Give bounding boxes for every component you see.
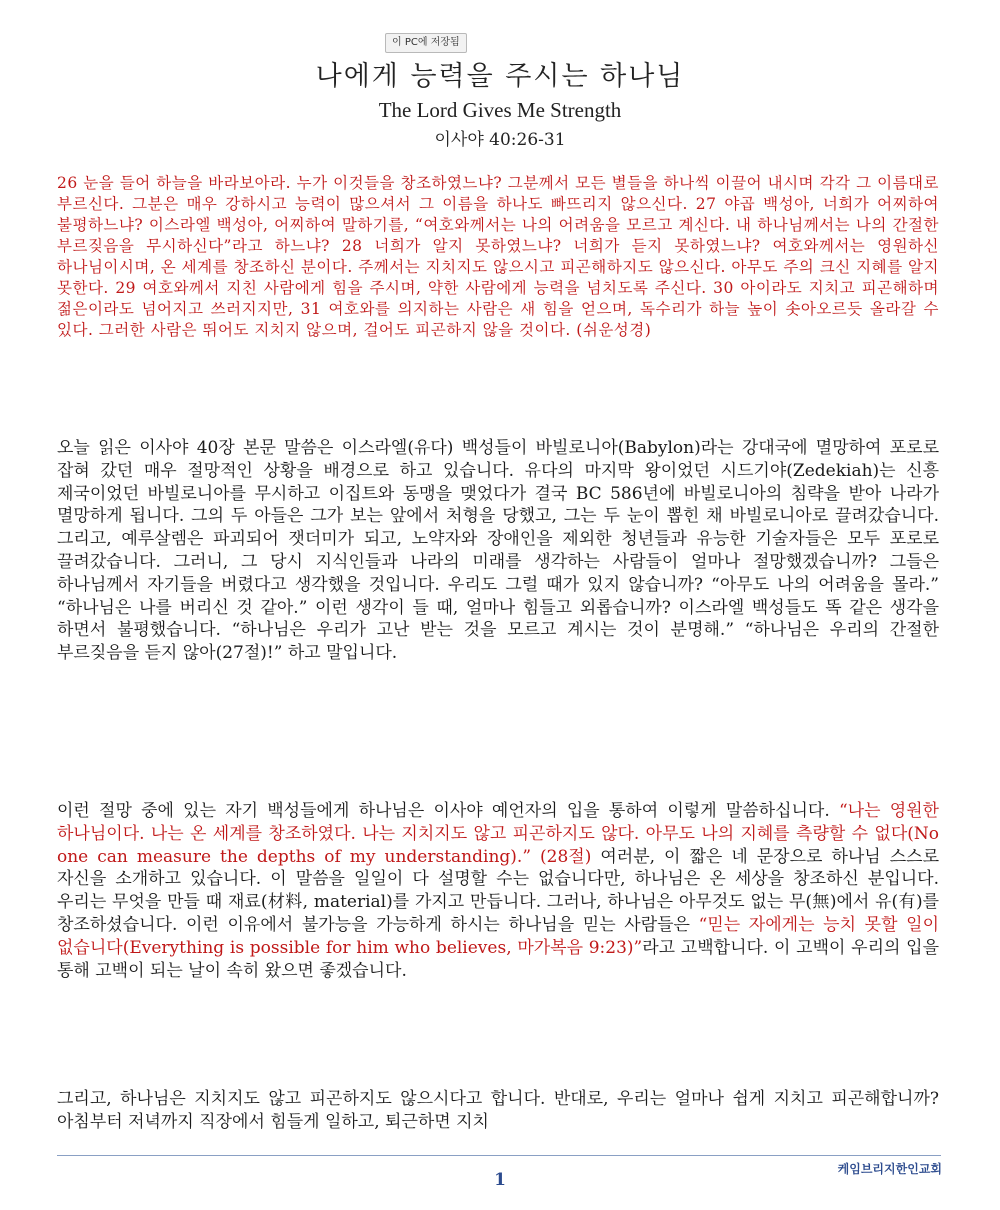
page-number: 1: [494, 1170, 506, 1190]
sermon-title: 나에게 능력을 주시는 하나님: [315, 61, 685, 92]
church-name: 케임브리지한인교회: [837, 1162, 942, 1176]
paragraph-2-text-1: 이런 절망 중에 있는 자기 백성들에게 하나님은 이사야 예언자의 입을 통하여 이렇게 말씀하십니다.: [57, 801, 839, 821]
paragraph-2: [57, 800, 939, 982]
paragraph-2-quote-1: “나는 영원한 하나님이다. 나는 온 세계를 창조하였다. 나는 지치지도 않고 피곤하지도 않다. 아무도 나의 지혜를 측량할 수 없다(No one can measure the depths of my understanding).” (28절): [57, 801, 939, 867]
paragraph-2-text-2: 여러분, 이 짧은 네 문장으로 하나님 스스로 자신을 소개하고 있습니다. 이 말씀을 일일이 다 설명할 수는 없습니다만, 하나님은 온 세상을 창조하신 분입니다. 우리는 무엇을 만들 때 재료(材料, material)를 가지고 만듭니다. 그러나, 하나님은 아무것도 없는 무(無)에서 유(有)를 창조하셨습니다. 이런 이유에서 불가능을 가능하게 하시는 하나님을 믿는 사람들은: [57, 846, 939, 935]
paragraph-2-quote-2: “믿는 자에게는 능치 못할 일이 없습니다(Everything is possible for him who believes, 마가복음 9:23)”: [57, 914, 939, 958]
sermon-subtitle: The Lord Gives Me Strength: [378, 98, 622, 122]
paragraph-1: 오늘 읽은 이사야 40장 본문 말씀은 이스라엘(유다) 백성들이 바빌로니아(Babylon)라는 강대국에 멸망하여 포로로 잡혀 갔던 매우 절망적인 상황을 배경으로 하고 있습니다. 유다의 마지막 왕이었던 시드기야(Zedekiah)는 신흥 제국이었던 바빌로니아를 무시하고 이집트와 동맹을 맺었다가 결국 BC 586년에 바빌로니아의 침략을 받아 나라가 멸망하게 됩니다. 그의 두 아들은 그가 보는 앞에서 처형을 당했고, 그는 두 눈이 뽑힌 채 바빌로니아로 끌려갔습니다. 그리고, 예루살렘은 파괴되어 잿더미가 되고, 노약자와 장애인을 제외한 청년들과 유능한 기술자들은 모두 포로로 끌려갔습니다. 그러니, 그 당시 지식인들과 나라의 미래를 생각하는 사람들이 얼마나 절망했겠습니까? 그들은 하나님께서 자기들을 버렸다고 생각했을 것입니다. 우리도 그럴 때가 있지 않습니까? “아무도 나의 어려움을 몰라.” “하나님은 나를 버리신 것 같아.” 이런 생각이 들 때, 얼마나 힘들고 외롭습니까? 이스라엘 백성들도 똑 같은 생각을 하면서 불평했습니다. “하나님은 우리가 고난 받는 것을 모르고 계시는 것이 분명해.” “하나님은 우리의 간절한 부르짖음을 듣지 않아(27절)!” 하고 말입니다.: [57, 438, 939, 664]
scripture-passage: 26 눈을 들어 하늘을 바라보아라. 누가 이것들을 창조하였느냐? 그분께서 모든 별들을 하나씩 이끌어 내시며 각각 그 이름대로 부르신다. 그분은 매우 강하시고 능력이 많으셔서 그 이름을 하나도 빠뜨리지 않으신다. 27 야곱 백성아, 너희가 어찌하여 불평하느냐? 이스라엘 백성아, 어찌하여 말하기를, “여호와께서는 나의 어려움을 모르고 계신다. 내 하나님께서는 나의 간절한 부르짖음을 무시하신다”라고 하느냐? 28 너희가 알지 못하였느냐? 너희가 듣지 못하였느냐? 여호와께서는 영원하신 하나님이시며, 온 세계를 창조하신 분이다. 주께서는 지치지도 않으시고 피곤해하지도 않으신다. 아무도 주의 크신 지혜를 알지 못한다. 29 여호와께서 지친 사람에게 힘을 주시며, 약한 사람에게 능력을 넘치도록 주신다. 30 아이라도 지치고 피곤해하며 젊은이라도 넘어지고 쓰러지지만, 31 여호와를 의지하는 사람은 새 힘을 얻으며, 독수리가 하늘 높이 솟아오르듯 올라갈 수 있다. 그러한 사람은 뛰어도 지치지 않으며, 걸어도 피곤하지 않을 것이다. (쉬운성경): [57, 174, 939, 339]
scripture-reference: 이사야 40:26-31: [434, 130, 566, 150]
paragraph-3: 그리고, 하나님은 지치지도 않고 피곤하지도 않으시다고 합니다. 반대로, 우리는 얼마나 쉽게 지치고 피곤해합니까? 아침부터 저녁까지 직장에서 힘들게 일하고, 퇴근하면 지치: [57, 1089, 939, 1132]
save-status-badge[interactable]: 이 PC에 저장됨: [385, 33, 467, 53]
paragraph-2-text-3: 라고 고백합니다. 이 고백이 우리의 입을 통해 고백이 되는 날이 속히 왔으면 좋겠습니다.: [57, 937, 939, 981]
footer-divider: [57, 1155, 941, 1156]
